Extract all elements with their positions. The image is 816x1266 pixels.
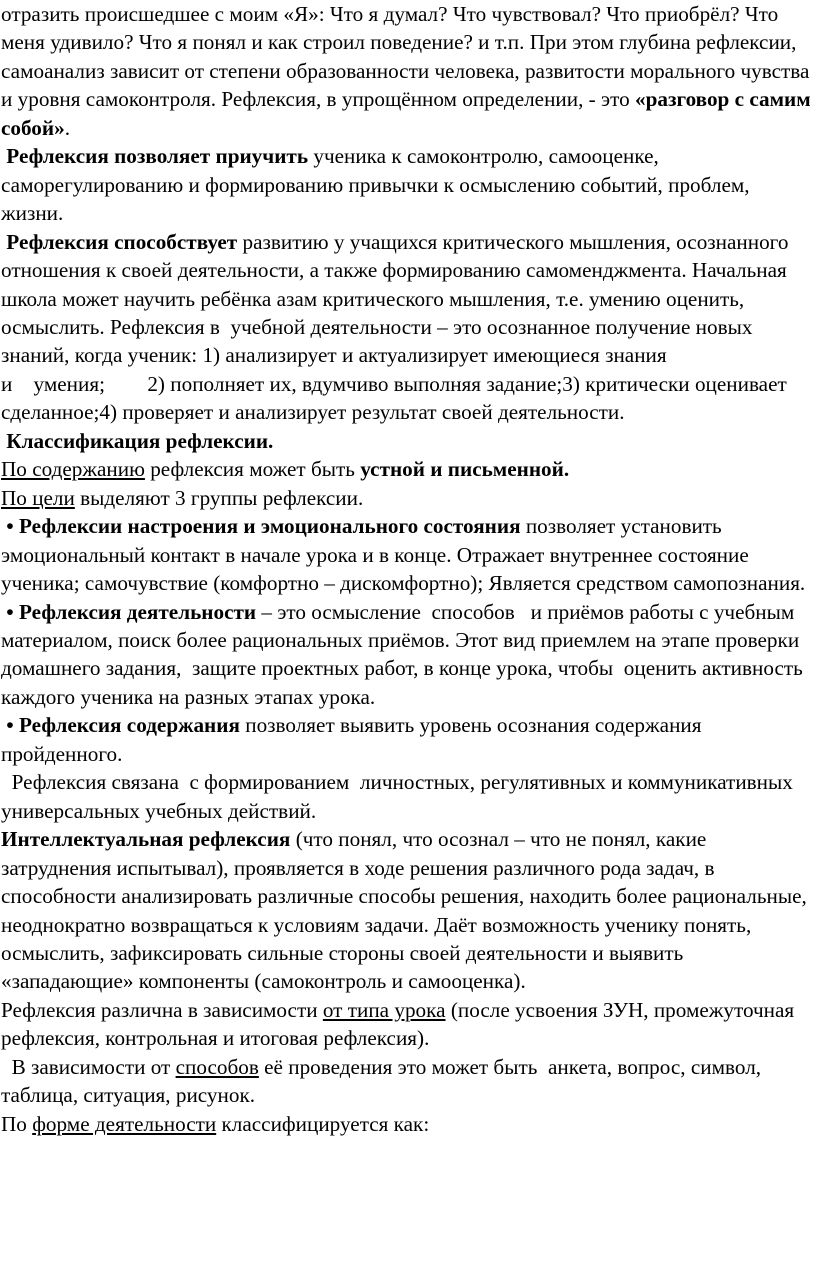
text-run: позволяет установить эмоциональный контакт в начале урока и в конце. Отражает внутреннее состояние ученика; самочувствие (комфортно – дискомфортно); Является средством самопознания. (1, 514, 806, 596)
underlined-term: форме деятельности (32, 1111, 217, 1136)
text-run: рефлексия может быть (144, 457, 361, 482)
paragraph-reflection-linked (1, 768, 815, 825)
underlined-term: от типа урока (322, 997, 446, 1022)
paragraph-skills-list (1, 370, 815, 427)
heading-classification (1, 427, 815, 455)
paragraph-by-goal (1, 484, 815, 512)
text-run: отразить происшедшее с моим «Я»: Что я думал? Что чувствовал? Что приобрёл? Что меня удивило? Что я понял и как строил поведение? и т.п. При этом глубина рефлексии, самоанализ зависит от степени образованности человека, развитости морального чувства и уровня самоконтроля. Рефлексия, в упрощённом определении, - это (1, 2, 810, 112)
underlined-term: способов (175, 1054, 259, 1079)
text-run: её проведения это может быть анкета, вопрос, символ, таблица, ситуация, рисунок. (1, 1054, 767, 1108)
text-run: и умения; 2) пополняет их, вдумчиво выполняя задание;3) критически оценивает сделанное;4) проверяет и анализирует результат своей деятельности. (1, 371, 793, 425)
text-run: классифицируется как: (216, 1111, 430, 1136)
text-run: – это осмысление способов и приёмов работы с учебным материалом, поиск более рациональных приёмов. Этот вид приемлем на этапе проверки домашнего задания, защите проектных работ, в конце урока, чтобы оценить активность каждого ученика на разных этапах урока. (1, 599, 809, 709)
text-run: В зависимости от (1, 1054, 176, 1079)
text-run: (что понял, что осознал – что не понял, какие затруднения испытывал), проявляется в ходе решения различного рода задач, в способности анализировать различные способы решения, находить более рациональные, неоднократно возвращаться к условиям задачи. Даёт возможность ученику понять, осмыслить, зафиксировать сильные стороны своей деятельности и выявить «западающие» компоненты (самоконтроль и самооценка). (1, 827, 807, 994)
bold-phrase: устной и письменной. (360, 457, 570, 482)
paragraph-by-methods (1, 1053, 815, 1110)
paragraph-by-content (1, 455, 815, 483)
bold-phrase: «разговор с самим собой» (1, 87, 811, 140)
bold-phrase: • Рефлексия содержания (1, 713, 240, 738)
paragraph-by-lesson-type (1, 996, 815, 1053)
paragraph-intellectual-reflection (1, 825, 815, 996)
bold-phrase: • Рефлексии настроения и эмоционального состояния (1, 514, 521, 539)
text-run: (после усвоения ЗУН, промежуточная рефлексия, контрольная и итоговая рефлексия). (1, 997, 795, 1051)
text-run: выделяют 3 группы рефлексии. (74, 485, 364, 510)
bullet-activity-reflection (1, 598, 815, 712)
text-run: . (64, 115, 71, 140)
bold-phrase: Рефлексия способствует (1, 229, 238, 254)
paragraph-reflection-intro (1, 0, 815, 142)
bullet-mood-reflection (1, 512, 815, 597)
bold-phrase: Рефлексия позволяет приучить (1, 144, 309, 169)
paragraph-reflection-teaches (1, 142, 815, 227)
text-run: ученика к самоконтролю, самооценке, саморегулированию и формированию привычки к осмыслению событий, проблем, жизни. (1, 144, 755, 226)
paragraph-by-activity-form (1, 1110, 815, 1138)
bold-phrase: Интеллектуальная рефлексия (1, 827, 291, 852)
section-heading: Классификация рефлексии. (1, 428, 274, 453)
text-run: позволяет выявить уровень осознания содержания пройденного. (1, 713, 707, 766)
text-run: По (1, 1111, 33, 1136)
underlined-term: По цели (1, 485, 75, 510)
underlined-term: По содержанию (1, 457, 145, 482)
text-run: Рефлексия связана с формированием личностных, регулятивных и коммуникативных универсальных учебных действий. (1, 770, 799, 823)
bullet-content-reflection (1, 711, 815, 768)
bold-phrase: • Рефлексия деятельности (1, 599, 257, 624)
text-run: Рефлексия различна в зависимости (1, 997, 323, 1022)
paragraph-reflection-promotes (1, 228, 815, 370)
text-run: развитию у учащихся критического мышления, осознанного отношения к своей деятельности, а также формированию самоменджмента. Начальная школа может научить ребёнка азам критического мышления, т.е. умению оценить, осмыслить. Рефлексия в учебной деятельности – это осознанное получение новых знаний, когда ученик: 1) анализирует и актуализирует имеющиеся знания (1, 229, 794, 368)
